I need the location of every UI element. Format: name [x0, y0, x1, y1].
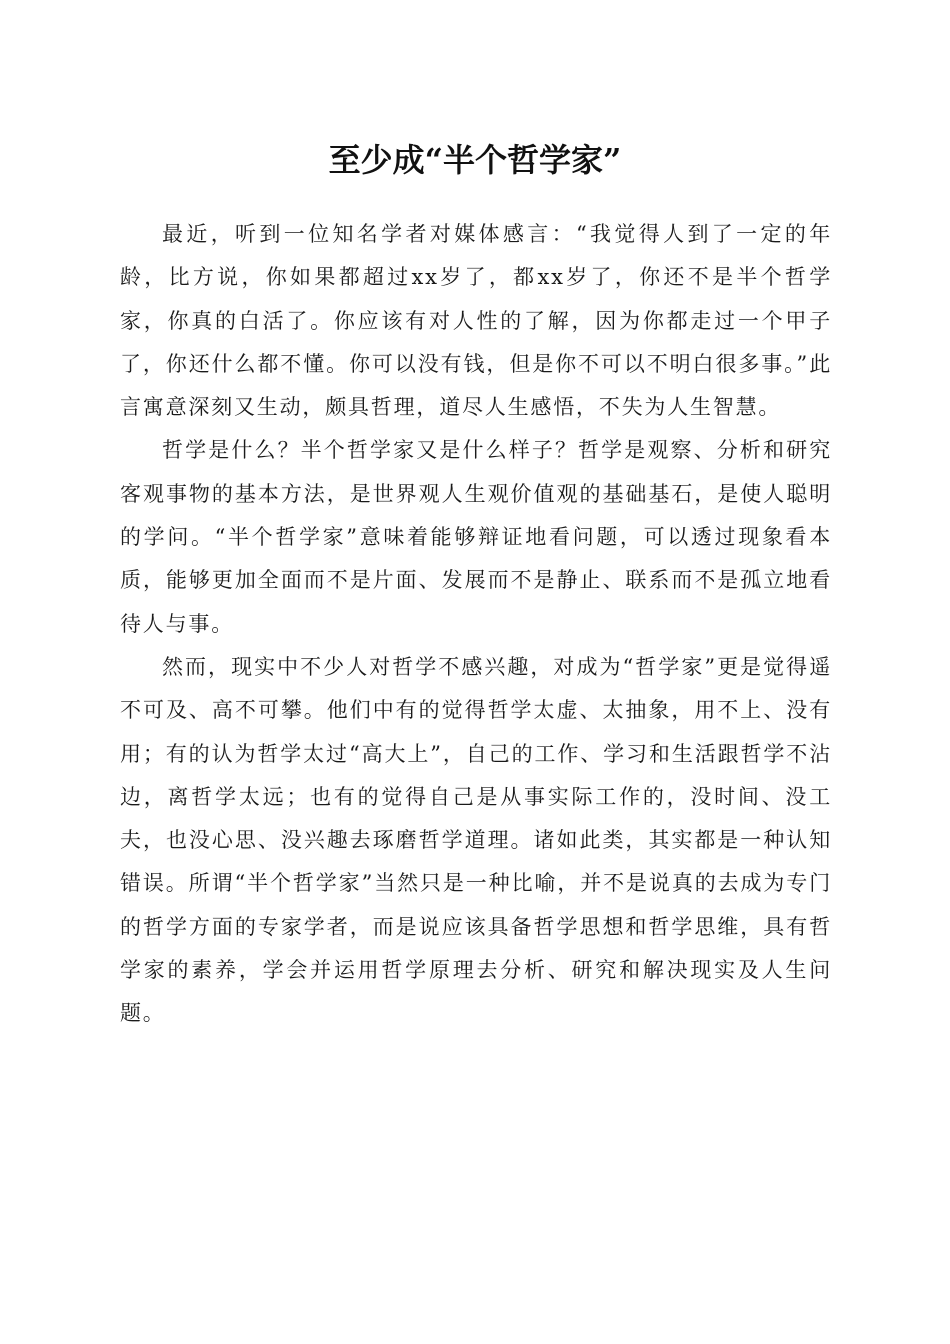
document-body [120, 213, 832, 1036]
paragraph-3: 然而，现实中不少人对哲学不感兴趣，对成为“哲学家”更是觉得遥不可及、高不可攀。他们中有的觉得哲学太虚、太抽象，用不上、没有用；有的认为哲学太过“高大上”，自己的工作、学习和生活跟哲学不沾边，离哲学太远；也有的觉得自己是从事实际工作的，没时间、没工夫，也没心思、没兴趣去琢磨哲学道理。诸如此类，其实都是一种认知错误。所谓“半个哲学家”当然只是一种比喻，并不是说真的去成为专门的哲学方面的专家学者，而是说应该具备哲学思想和哲学思维，具有哲学家的素养，学会并运用哲学原理去分析、研究和解决现实及人生问题。 [120, 654, 832, 1026]
document-title: 至少成“半个哲学家” [328, 141, 622, 179]
paragraph-2: 哲学是什么？半个哲学家又是什么样子？哲学是观察、分析和研究客观事物的基本方法，是世界观人生观价值观的基础基石，是使人聪明的学问。“半个哲学家”意味着能够辩证地看问题，可以透过现象看本质，能够更加全面而不是片面、发展而不是静止、联系而不是孤立地看待人与事。 [120, 438, 832, 636]
paragraph-1: 最近，听到一位知名学者对媒体感言：“我觉得人到了一定的年龄，比方说，你如果都超过xx岁了，都xx岁了，你还不是半个哲学家，你真的白活了。你应该有对人性的了解，因为你都走过一个甲子了，你还什么都不懂。你可以没有钱，但是你不可以不明白很多事。”此言寓意深刻又生动，颇具哲理，道尽人生感悟，不失为人生智慧。 [120, 222, 832, 420]
